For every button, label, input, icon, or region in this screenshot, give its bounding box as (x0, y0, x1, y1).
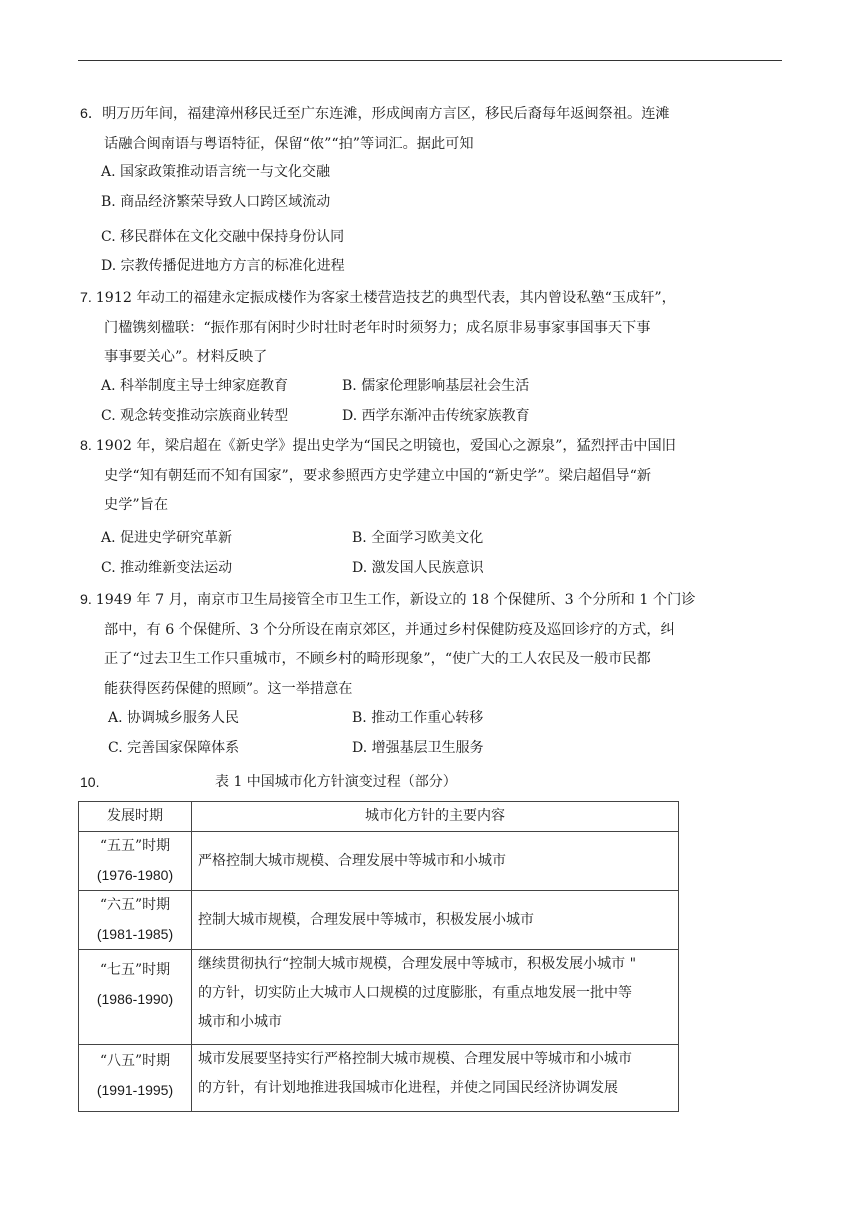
period-years: (1976-1980) (96, 867, 174, 883)
question-stem-line: 史学”旨在 (104, 497, 169, 513)
option-b[interactable]: B. 推动工作重心转移 (352, 710, 484, 726)
option-c[interactable]: C. 移民群体在文化交融中保持身份认同 (101, 229, 345, 245)
question-stem-line: 1949 年 7 月，南京市卫生局接管全市卫生工作，新设立的 18 个保健所、3 个分所和 1 个门诊 (95, 592, 696, 608)
content-line: 城市和小城市 (198, 1014, 282, 1030)
table-cell-period (79, 832, 192, 891)
content-line: 严格控制大城市规模、合理发展中等城市和小城市 (198, 852, 506, 869)
question-number: 7. (80, 290, 96, 306)
period-years: (1986-1990) (96, 991, 174, 1007)
option-b[interactable]: B. 儒家伦理影响基层社会生活 (342, 378, 530, 394)
period-years: (1991-1995) (96, 1082, 174, 1098)
option-a[interactable]: A. 促进史学研究革新 (101, 530, 233, 546)
question-8 (80, 432, 720, 521)
option-d[interactable]: D. 增强基层卫生服务 (352, 740, 484, 756)
option-c[interactable]: C. 完善国家保障体系 (108, 740, 240, 756)
table-header-cell: 城市化方针的主要内容 (192, 802, 679, 832)
question-stem-line: 部中，有 6 个保健所、3 个分所设在南京郊区，并通过乡村保健防疫及巡回诊疗的方式，纠 (104, 621, 675, 638)
option-a[interactable]: A. 协调城乡服务人民 (108, 710, 240, 726)
question-6 (80, 100, 720, 159)
table-row (79, 1045, 679, 1112)
content-line: 的方针，切实防止大城市人口规模的过度膨胀，有重点地发展一批中等 (198, 985, 632, 1001)
table-row (79, 950, 679, 1045)
table-header-row (79, 802, 679, 832)
option-b[interactable]: B. 全面学习欧美文化 (352, 530, 484, 546)
question-stem-line: 1912 年动工的福建永定振成楼作为客家土楼营造技艺的典型代表，其内曾设私塾“玉成轩”， (95, 290, 676, 306)
question-stem-line: 明万历年间，福建漳州移民迁至广东连滩，形成闽南方言区，移民后裔每年返闽祭祖。连滩 (102, 106, 670, 122)
period-name: “五五”时期 (99, 838, 171, 854)
period-name: “七五”时期 (99, 962, 171, 978)
option-c[interactable]: C. 推动维新变法运动 (101, 560, 233, 576)
option-a[interactable]: A. 科举制度主导士绅家庭教育 (101, 378, 289, 394)
header-rule (78, 60, 782, 61)
question-number: 9. (80, 592, 96, 608)
content-line: 的方针，有计划地推进我国城市化进程，并使之同国民经济协调发展 (198, 1080, 618, 1096)
question-number: 8. (80, 438, 96, 454)
content-line: 控制大城市规模，合理发展中等城市，积极发展小城市 (198, 911, 534, 928)
table-caption: 表 1 中国城市化方针演变过程（部分） (215, 774, 457, 790)
table-cell-content (192, 1045, 679, 1112)
table-cell-period (79, 1045, 192, 1112)
option-b[interactable]: B. 商品经济繁荣导致人口跨区域流动 (101, 194, 331, 210)
question-stem-line: 门楹镌刻楹联：“振作那有闲时少时壮时老年时时须努力；成名原非易事家事国事天下事 (104, 319, 651, 336)
option-a[interactable]: A. 国家政策推动语言统一与文化交融 (101, 164, 331, 180)
question-9 (80, 586, 720, 704)
table-cell-period (79, 891, 192, 950)
table-cell-content (192, 950, 679, 1045)
question-stem-line: 史学“知有朝廷而不知有国家”，要求参照西方史学建立中国的“新史学”。梁启超倡导“新 (104, 467, 652, 484)
period-name: “八五”时期 (99, 1053, 171, 1069)
urbanization-policy-table (78, 801, 679, 1112)
table-cell-content (192, 891, 679, 950)
question-stem-line: 正了“过去卫生工作只重城市，不顾乡村的畸形现象”，“使广大的工人农民及一般市民都 (104, 651, 651, 667)
table-row (79, 832, 679, 891)
question-stem-line: 能获得医药保健的照顾”。这一举措意在 (104, 680, 353, 697)
question-stem-line: 话融合闽南语与粤语特征，保留“侬”“拍”等词汇。据此可知 (104, 135, 474, 152)
option-c[interactable]: C. 观念转变推动宗族商业转型 (101, 408, 289, 424)
period-years: (1981-1985) (96, 926, 174, 942)
content-line: 城市发展要坚持实行严格控制大城市规模、合理发展中等城市和小城市 (198, 1051, 632, 1067)
table-cell-content (192, 832, 679, 891)
question-number: 6． (80, 106, 103, 122)
table-row (79, 891, 679, 950)
table-cell-period (79, 950, 192, 1045)
table-header-cell: 发展时期 (79, 802, 192, 832)
option-d[interactable]: D. 宗教传播促进地方方言的标准化进程 (101, 258, 345, 274)
period-name: “六五”时期 (99, 897, 171, 913)
option-d[interactable]: D. 激发国人民族意识 (352, 560, 484, 576)
option-d[interactable]: D. 西学东渐冲击传统家族教育 (342, 408, 530, 424)
question-7 (80, 284, 720, 373)
question-stem-line: 1902 年，梁启超在《新史学》提出史学为“国民之明镜也，爱国心之源泉”，猛烈抨击中国旧 (95, 438, 676, 454)
content-line: 继续贯彻执行“控制大城市规模，合理发展中等城市，积极发展小城市 " (198, 956, 637, 972)
question-number: 10. (80, 774, 100, 790)
question-stem-line: 事事要关心”。材料反映了 (104, 349, 268, 365)
